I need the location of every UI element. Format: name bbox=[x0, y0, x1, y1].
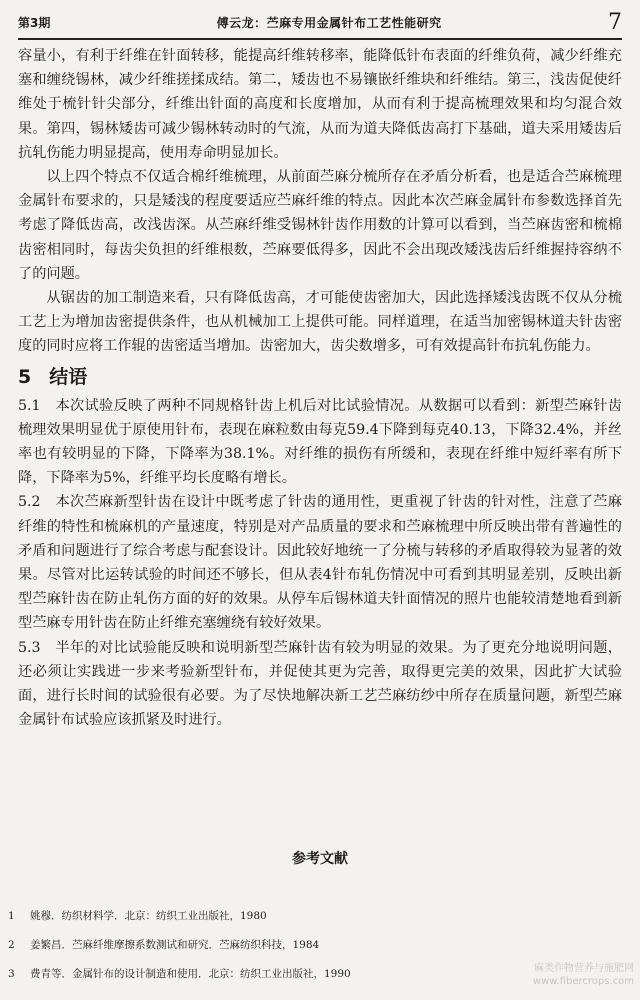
reference-item bbox=[8, 931, 622, 960]
reference-text: 姜繁昌．苎麻纤维摩擦系数测试和研究．苎麻纺织科技，1984 bbox=[30, 939, 320, 951]
site-watermark bbox=[533, 962, 634, 988]
body-paragraph: 容量小，有利于纤维在针面转移，能提高纤维转移率，能降低针布表面的纤维负荷，减少纤维充塞和缠绕锡林，减少纤维搓揉成结。第二，矮齿也不易镶嵌纤维块和纤维结。第三，浅齿促使纤维处于梳针针尖部分，纤维出针面的高度和长度增加，从而有利于提高梳理效果和均匀混合效果。第四，锡林矮齿可减少锡林转动时的气流，从而为道夫降低齿高打下基础，道夫采用矮齿后抗轧伤能力明显提高，使用寿命明显加长。 bbox=[18, 48, 622, 161]
conclusion-item: 5.2 本次苎麻新型针齿在设计中既考虑了针齿的通用性，更重视了针齿的针对性，注意了苎麻纤维的特性和梳麻机的产量速度，特别是对产品质量的要求和苎麻梳理中所反映出带有普遍性的矛盾和问题进行了综合考虑与配套设计。因此较好地统一了分梳与转移的矛盾取得较为显著的效果。尽管对比运转试验的时间还不够长，但从表4针布轧伤情况中可看到其明显差别，反映出新型苎麻针齿在防止轧伤方面的好的效果。从停车后锡林道夫针面情况的照片也能较清楚地看到新型苎麻专用针齿在防止纤维充塞缠绕有较好效果。 bbox=[18, 494, 622, 632]
watermark-url: www.fibercrops.com bbox=[532, 976, 634, 987]
reference-text: 费青等．金属针布的设计制造和使用．北京：纺织工业出版社，1990 bbox=[30, 968, 351, 980]
reference-number: 2 bbox=[8, 939, 15, 951]
reference-item bbox=[8, 960, 622, 989]
page-header bbox=[18, 6, 622, 40]
page-number: 7 bbox=[608, 9, 622, 35]
issue-label: 第3期 bbox=[18, 15, 51, 30]
reference-item bbox=[8, 902, 622, 931]
section-title: 结语 bbox=[49, 365, 88, 388]
body-paragraph: 从锯齿的加工制造来看，只有降低齿高，才可能使齿密加大，因此选择矮浅齿既不仅从分梳工艺上为增加齿密提供条件，也从机械加工上提供可能。同样道理，在适当加密锡林道夫针齿密度的同时应将工作辊的齿密适当增加。齿密加大，齿尖数增多，可有效提高针布抗轧伤能力。 bbox=[18, 290, 622, 355]
running-title: 傅云龙：苎麻专用金属针布工艺性能研究 bbox=[216, 15, 442, 30]
section-number: 5 bbox=[18, 365, 32, 388]
references-heading: 参考文献 bbox=[292, 851, 348, 867]
section-heading bbox=[18, 362, 622, 392]
reference-number: 1 bbox=[8, 910, 15, 922]
references-list bbox=[8, 902, 622, 989]
body-paragraph: 以上四个特点不仅适合棉纤维梳理，从前面苎麻分梳所存在矛盾分析看，也是适合苎麻梳理金属针布要求的，只是矮浅的程度要适应苎麻纤维的特点。因此本次苎麻金属针布参数选择首先考虑了降低齿高，改浅齿深。从苎麻纤维受锡林针齿作用数的计算可以看到，当苎麻齿密和梳棉齿密相同时，每齿尖负担的纤维根数，苎麻要低得多，因此不会出现改矮浅齿后纤维握持容纳不了的问题。 bbox=[18, 169, 622, 282]
conclusion-item: 5.3 半年的对比试验能反映和说明新型苎麻针齿有较为明显的效果。为了更充分地说明问题，还必须让实践进一步来考验新型针布，并促使其更为完善，取得更完美的效果，因此扩大试验面，进行长时间的试验很有必要。为了尽快地解决新工艺苎麻纺纱中所存在质量问题，新型苎麻金属针布试验应该抓紧及时进行。 bbox=[18, 639, 622, 729]
conclusion-item: 5.1 本次试验反映了两种不同规格针齿上机后对比试验情况。从数据可以看到：新型苎麻针齿梳理效果明显优于原使用针布，表现在麻粒数由每克59.4下降到每克40.13，下降32.4%，并丝率也有较明显的下降，下降率为38.1%。对纤维的损伤有所缓和，表现在纤维中短纤率有所下降，下降率为5%，纤维平均长度略有增长。 bbox=[18, 397, 622, 487]
reference-number: 3 bbox=[8, 968, 15, 980]
reference-text: 姚穆．纺织材料学．北京：纺织工业出版社，1980 bbox=[30, 910, 267, 922]
watermark-name: 麻类作物营养与施肥网 bbox=[534, 963, 634, 974]
article-body bbox=[18, 44, 622, 732]
